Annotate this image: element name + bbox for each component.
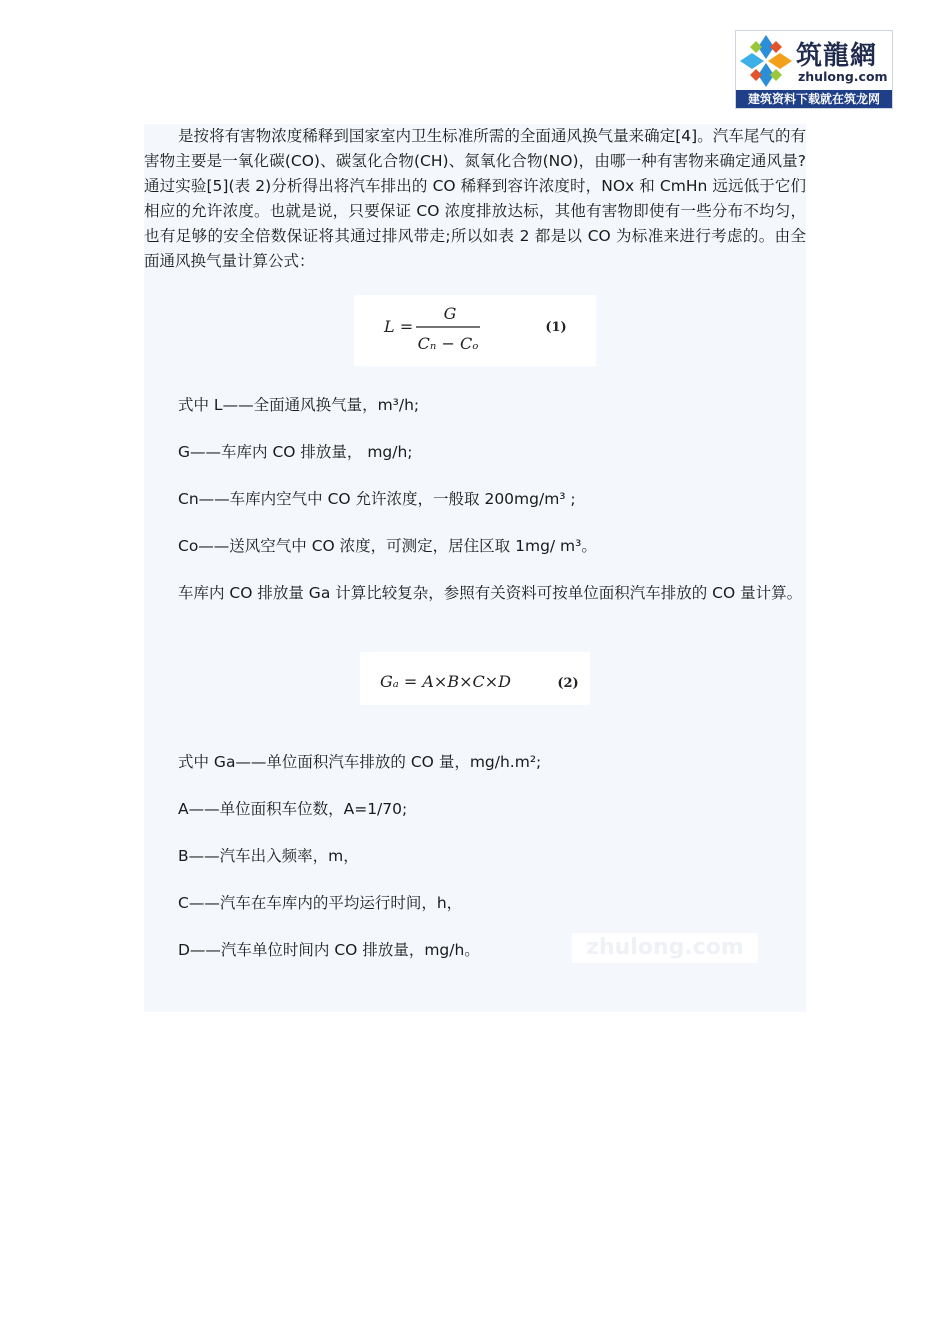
logo-brand-cn: 筑龍網 [796, 41, 878, 71]
def-B: B——汽车出入频率，m， [178, 847, 359, 865]
intro-paragraph: 是按将有害物浓度稀释到国家室内卫生标准所需的全面通风换气量来确定[4]。汽车尾气的有害物主要是一氧化碳(CO)、碳氢化合物(CH)、氮氧化合物(NO)，由哪一种有害物来确定通风量?通过实验[5](表 2)分析得出将汽车排出的 CO 稀释到容许浓度时，NOx 和 CmHn 远远低于它们相应的允许浓度。也就是说，只要保证 CO 浓度排放达标，其他有害物即使有一些分布不均匀，也有足够的安全倍数保证将其通过排风带走;所以如表 2 都是以 CO 为标准来进行考虑的。由全面通风换气量计算公式： [144, 127, 806, 270]
def-Co: Co——送风空气中 CO 浓度，可测定，居住区取 1mg/ m³。 [178, 537, 597, 555]
formula-2 [360, 652, 590, 705]
garage-paragraph: 车库内 CO 排放量 Ga 计算比较复杂，参照有关资料可按单位面积汽车排放的 CO 量计算。 [178, 584, 803, 602]
formula-1-denominator: Cₙ − Cₒ [417, 334, 479, 353]
def-L: 式中 L——全面通风换气量，m³/h; [178, 396, 420, 414]
diamond-logo-icon [738, 33, 794, 89]
def-Ga: 式中 Ga——单位面积汽车排放的 CO 量，mg/h.m²; [178, 753, 542, 771]
logo-brand-en: zhulong.com [798, 69, 888, 84]
formula-2-expression: Gₐ = A×B×C×D [380, 672, 511, 691]
def-G: G——车库内 CO 排放量， mg/h; [178, 443, 413, 461]
zhulong-logo [735, 30, 893, 109]
formula-2-number: (2) [557, 676, 579, 691]
logo-tagline: 建筑资料下载就在筑龙网 [736, 90, 892, 108]
def-D: D——汽车单位时间内 CO 排放量，mg/h。 [178, 941, 480, 959]
def-Cn: Cn——车库内空气中 CO 允许浓度，一般取 200mg/m³ ; [178, 490, 576, 508]
def-C: C——汽车在车库内的平均运行时间，h， [178, 894, 463, 912]
watermark: zhulong.com [572, 933, 758, 963]
def-A: A——单位面积车位数，A=1/70; [178, 800, 408, 818]
formula-1-lhs: L = [384, 317, 414, 336]
formula-1 [354, 295, 596, 366]
formula-1-numerator: G [443, 304, 457, 323]
formula-1-number: (1) [545, 320, 567, 335]
